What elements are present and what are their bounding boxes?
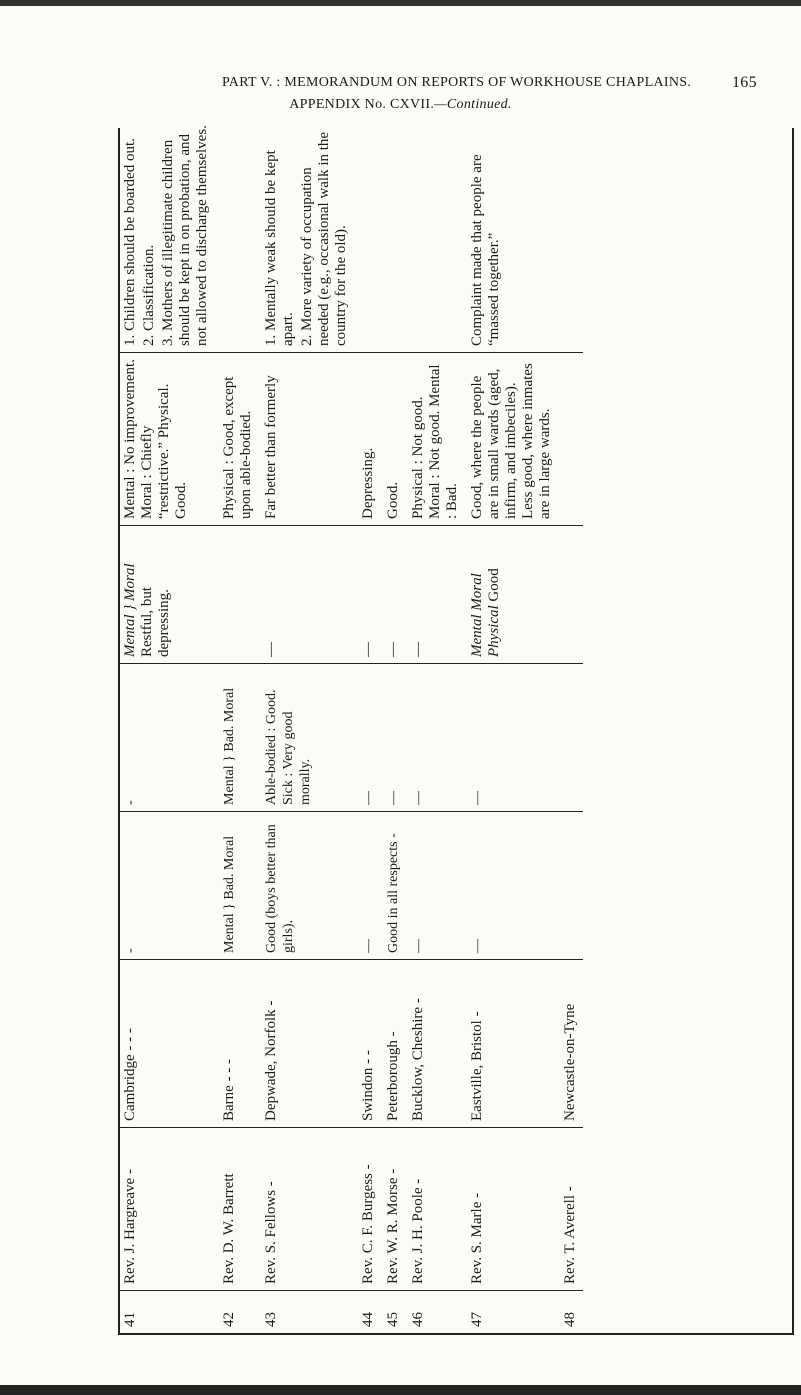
suggestion-item: 1. Children should be boarded out. xyxy=(122,138,138,346)
cell-adults: — xyxy=(381,664,406,812)
chaplain-name: Rev. S. Marle - xyxy=(465,1128,558,1291)
cell-children: — xyxy=(465,812,558,960)
cell-services xyxy=(465,526,558,664)
cell-suggestions xyxy=(217,118,259,353)
cell-adults xyxy=(558,664,583,812)
union-name: Peterborough - xyxy=(381,960,406,1128)
services-value: — xyxy=(360,642,376,657)
cell-suggestions xyxy=(356,118,381,353)
cell-adults: Able-bodied : Good. Sick : Very good morally. xyxy=(259,664,356,812)
cell-services xyxy=(558,526,583,664)
cell-general-effect xyxy=(558,353,583,526)
cell-general-effect: Far better than formerly xyxy=(259,353,356,526)
cell-adults: — xyxy=(406,664,465,812)
union-name: Bucklow, Cheshire - xyxy=(406,960,465,1128)
chaplain-name: Rev. J. Hargreave - xyxy=(118,1128,217,1291)
union-name: Eastville, Bristol - xyxy=(465,960,558,1128)
chaplain-name: Rev. W. R. Morse - xyxy=(381,1128,406,1291)
services-value: — xyxy=(263,642,279,657)
cell-adults: — xyxy=(465,664,558,812)
services-value: Restful, but depressing. xyxy=(139,587,172,657)
cell-general-effect: Good, where the people are in small wards (aged, infirm, and imbeciles). Less good, where inmates are in large wards. xyxy=(465,353,558,526)
suggestion-item: 2. More variety of occupation needed (e.g., occasional walk in the country for the old). xyxy=(299,131,349,346)
cell-children xyxy=(558,812,583,960)
row-number: 46 xyxy=(406,1291,465,1334)
row-number: 43 xyxy=(259,1291,356,1334)
cell-suggestions xyxy=(259,118,356,353)
cell-services xyxy=(356,526,381,664)
services-label: Mental Moral Physical xyxy=(469,573,502,657)
cell-adults: — xyxy=(356,664,381,812)
chaplain-name: Rev. C. F. Burgess - xyxy=(356,1128,381,1291)
part-title: PART V. : MEMORANDUM ON REPORTS OF WORKHOUSE CHAPLAINS. xyxy=(222,75,692,90)
cell-services xyxy=(381,526,406,664)
page-number: 165 xyxy=(732,74,757,91)
chaplain-report-table xyxy=(118,118,583,1333)
cell-services xyxy=(118,526,217,664)
cell-children: Mental } Bad. Moral xyxy=(217,812,259,960)
cell-services xyxy=(217,526,259,664)
suggestion-list xyxy=(263,124,350,346)
union-name: Newcastle-on-Tyne xyxy=(558,960,583,1128)
running-header xyxy=(0,75,801,95)
table-row xyxy=(356,118,381,1333)
services-value: Good xyxy=(486,568,502,602)
row-number: 42 xyxy=(217,1291,259,1334)
row-number: 47 xyxy=(465,1291,558,1334)
cell-suggestions xyxy=(381,118,406,353)
row-number: 44 xyxy=(356,1291,381,1334)
row-number: 48 xyxy=(558,1291,583,1334)
cell-general-effect: Good. xyxy=(381,353,406,526)
rotated-table xyxy=(118,118,794,1333)
cell-children: — xyxy=(356,812,381,960)
union-name: Swindon - - xyxy=(356,960,381,1128)
table-row xyxy=(217,118,259,1333)
chaplain-name: Rev. D. W. Barrett xyxy=(217,1128,259,1291)
table-row xyxy=(118,118,217,1333)
suggestion-list xyxy=(122,124,211,346)
cell-suggestions xyxy=(406,118,465,353)
row-number: 41 xyxy=(118,1291,217,1334)
table-row xyxy=(465,118,558,1333)
table-row xyxy=(406,118,465,1333)
table-row xyxy=(558,118,583,1333)
suggestion-item: 3. Mothers of illegitimate children should be kept in on probation, and not allowed to discharge themselves. xyxy=(160,125,210,346)
suggestion-item: Complaint made that people are “massed together.” xyxy=(469,154,502,346)
bottom-edge-bar xyxy=(0,1385,801,1395)
cell-children: — xyxy=(406,812,465,960)
union-name: Barne - - - xyxy=(217,960,259,1128)
suggestion-item: 2. Classification. xyxy=(141,244,157,346)
table-row xyxy=(381,118,406,1333)
cell-children: - xyxy=(118,812,217,960)
appendix-number: APPENDIX No. CXVII. xyxy=(289,97,435,112)
cell-services xyxy=(406,526,465,664)
cell-general-effect: Depressing. xyxy=(356,353,381,526)
top-edge-bar xyxy=(0,0,801,6)
services-label: Mental } Moral xyxy=(122,563,138,657)
appendix-heading xyxy=(0,97,801,113)
cell-general-effect: Physical : Not good. Moral : Not good. Mental : Bad. xyxy=(406,353,465,526)
suggestion-list xyxy=(469,124,503,346)
row-number: 45 xyxy=(381,1291,406,1334)
chaplain-name: Rev. J. H. Poole - xyxy=(406,1128,465,1291)
cell-general-effect: Physical : Good, except upon able-bodied. xyxy=(217,353,259,526)
suggestion-item: 1. Mentally weak should be kept apart. xyxy=(263,150,296,346)
table-rule-bottom xyxy=(118,1333,794,1335)
services-value: — xyxy=(385,642,401,657)
continued-label: —Continued. xyxy=(434,97,512,112)
table-row xyxy=(259,118,356,1333)
cell-children: Good in all respects - xyxy=(381,812,406,960)
cell-services xyxy=(259,526,356,664)
cell-children: Good (boys better than girls). xyxy=(259,812,356,960)
chaplain-name: Rev. S. Fellows - xyxy=(259,1128,356,1291)
union-name: Depwade, Norfolk - xyxy=(259,960,356,1128)
services-value: — xyxy=(410,642,426,657)
chaplain-name: Rev. T. Averell - xyxy=(558,1128,583,1291)
cell-suggestions xyxy=(465,118,558,353)
cell-suggestions xyxy=(118,118,217,353)
cell-suggestions xyxy=(558,118,583,353)
cell-general-effect: Mental : No improvement. Moral : Chiefly “restrictive.” Physical. Good. xyxy=(118,353,217,526)
cell-adults: Mental } Bad. Moral xyxy=(217,664,259,812)
union-name: Cambridge - - - xyxy=(118,960,217,1128)
cell-adults: - xyxy=(118,664,217,812)
